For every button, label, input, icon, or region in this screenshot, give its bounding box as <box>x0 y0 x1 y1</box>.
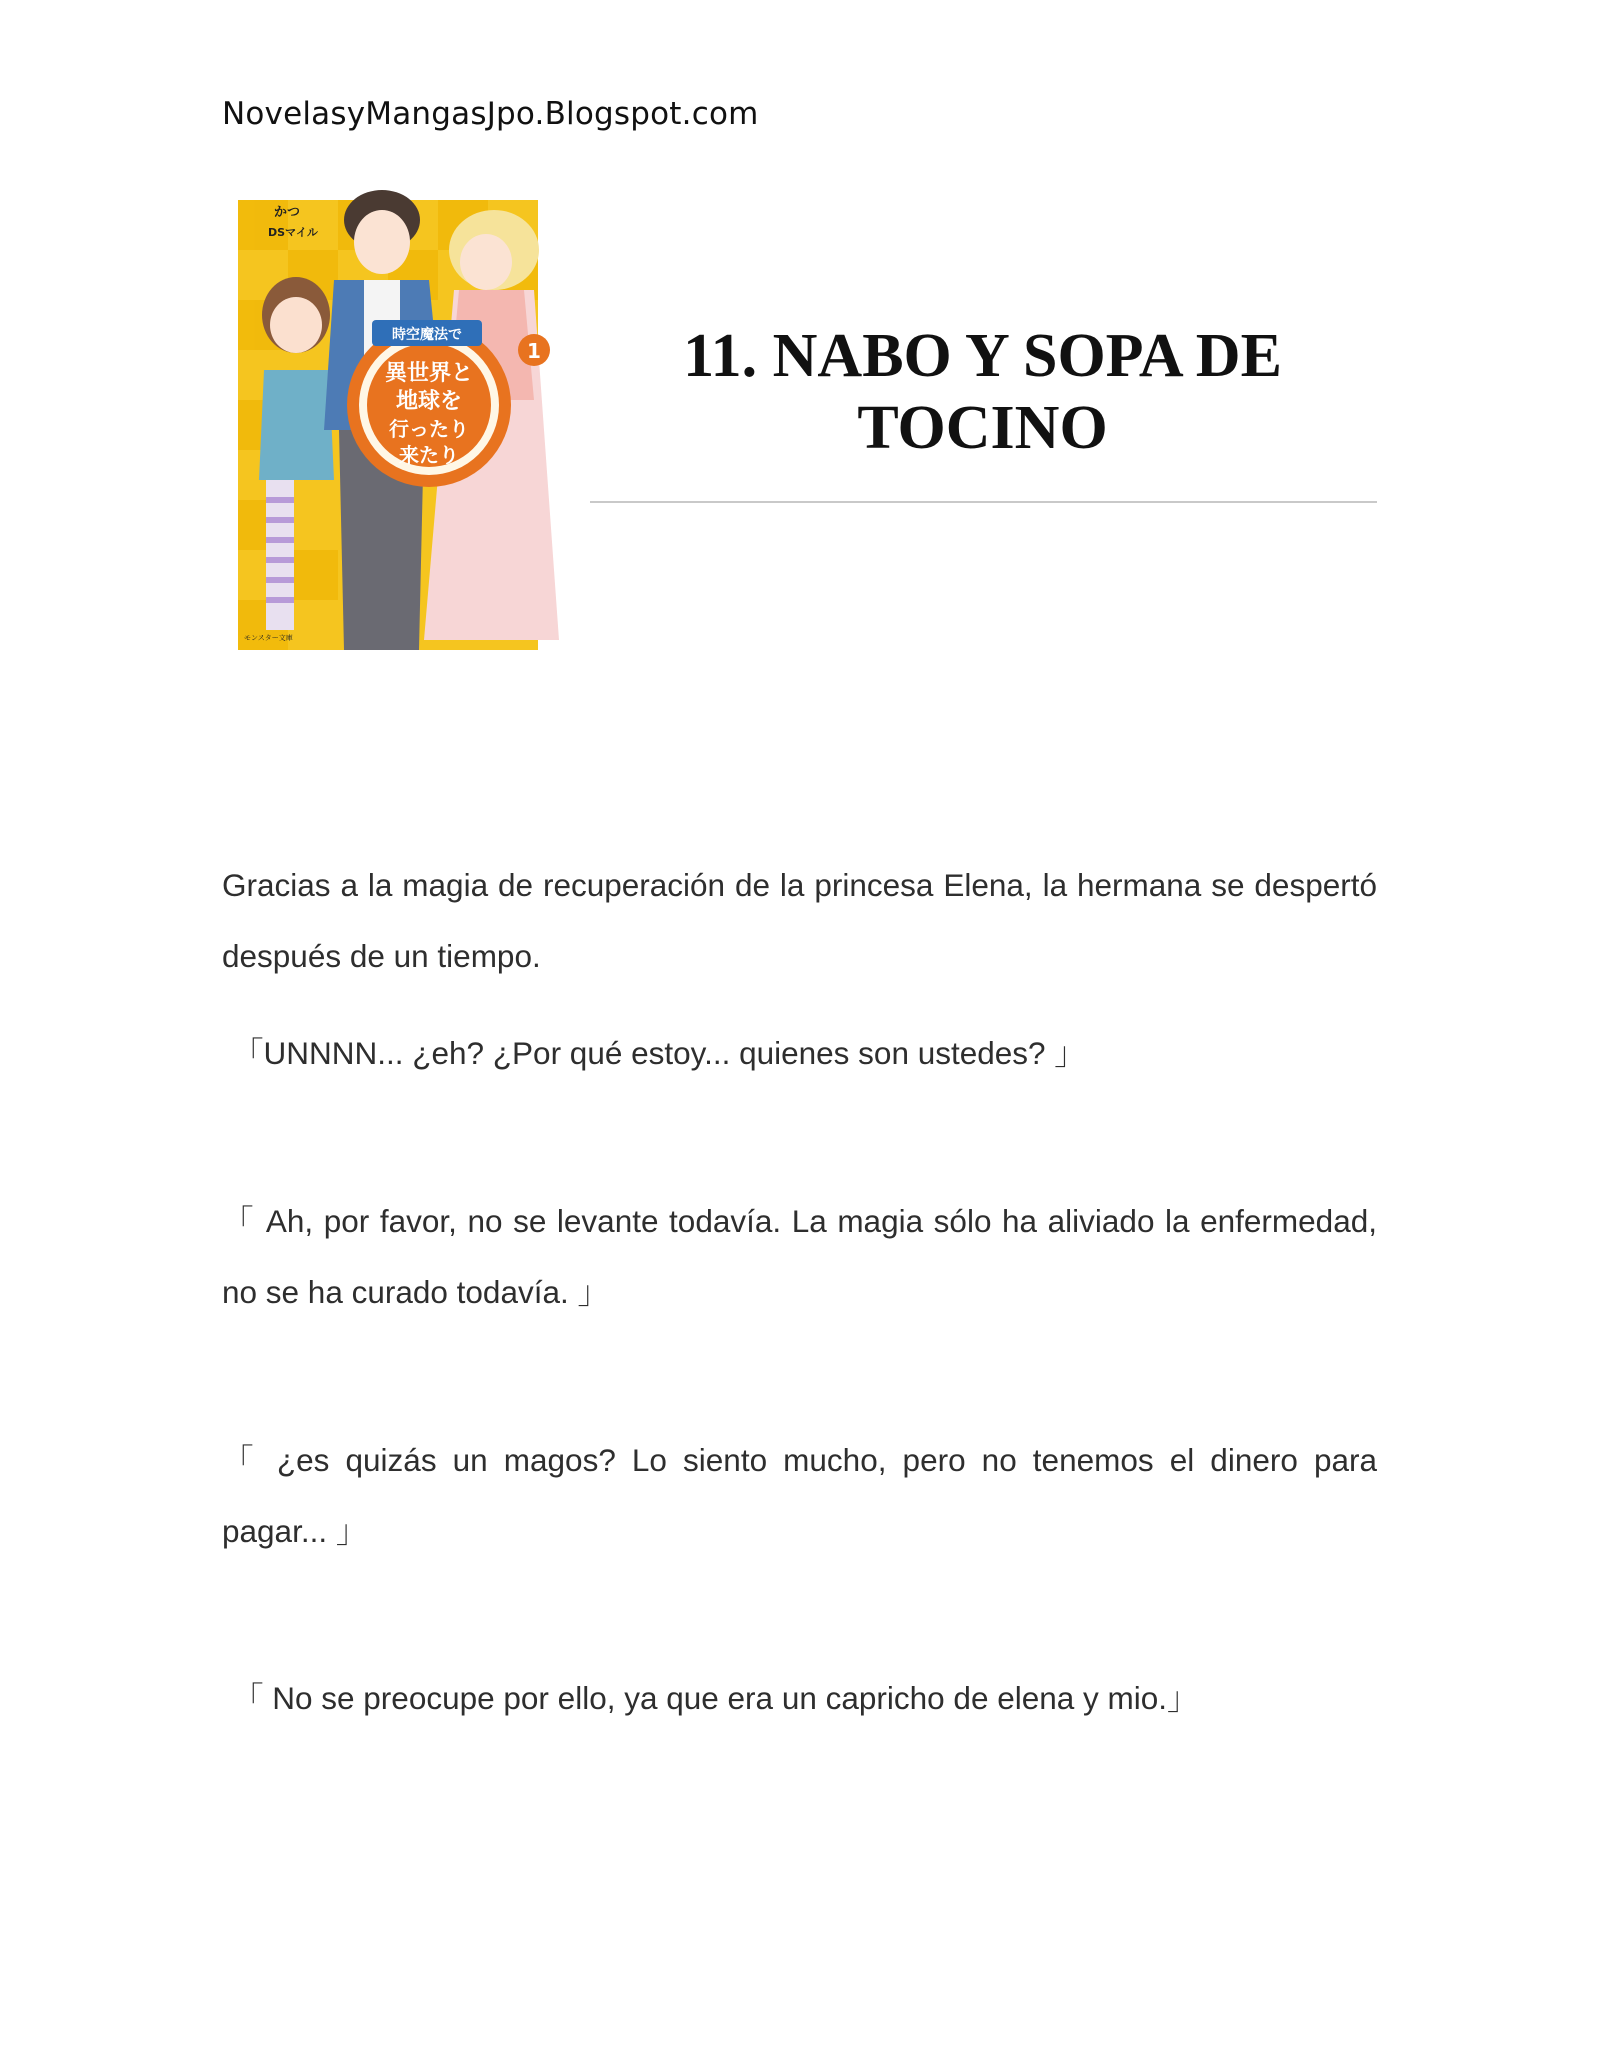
svg-text:モンスター文庫: モンスター文庫 <box>244 634 293 642</box>
svg-text:DSマイル: DSマイル <box>268 226 318 239</box>
paragraph: 「 Ah, por favor, no se levante todavía. La magia sólo ha aliviado la enfermedad, no se ha curado todavía. 」 <box>222 1203 1377 1310</box>
book-cover-image <box>224 180 564 668</box>
site-url-header: NovelasyMangasJpo.Blogspot.com <box>222 96 759 132</box>
chapter-title: 11. NABO Y SOPA DE TOCINO <box>683 322 1282 462</box>
title-divider <box>590 501 1377 503</box>
paragraph: 「 No se preocupe por ello, ya que era un capricho de elena y mio.」 <box>232 1680 1199 1716</box>
paragraph: Gracias a la magia de recuperación de la princesa Elena, la hermana se despertó después de un tiempo. <box>222 867 1377 974</box>
svg-text:異世界と: 異世界と <box>384 361 474 386</box>
paragraph: 「 ¿es quizás un magos? Lo siento mucho, pero no tenemos el dinero para pagar... 」 <box>222 1442 1377 1549</box>
paragraph: 「UNNNN... ¿eh? ¿Por qué estoy... quienes son ustedes? 」 <box>232 1035 1086 1071</box>
svg-text:かつ: かつ <box>274 205 301 220</box>
svg-text:時空魔法で: 時空魔法で <box>392 327 462 343</box>
svg-text:1: 1 <box>527 339 541 363</box>
svg-text:行ったり: 行ったり <box>389 417 469 441</box>
svg-text:地球を: 地球を <box>395 389 463 414</box>
svg-text:来たり: 来たり <box>399 443 459 467</box>
